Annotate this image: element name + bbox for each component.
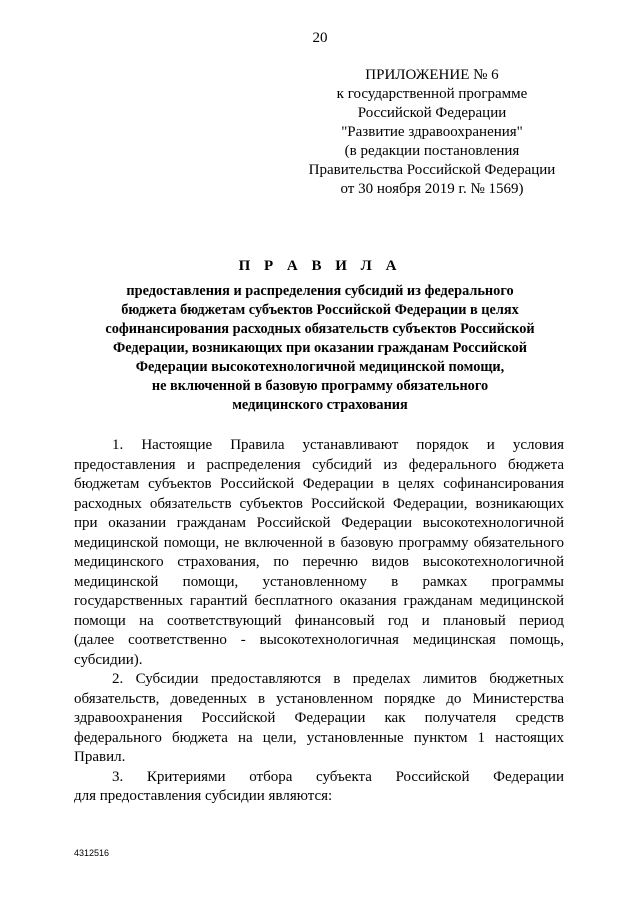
text-line: расходных обязательств субъектов Российской Федерации, возникающих (74, 495, 564, 512)
text-line: 2. Субсидии предоставляются в пределах лимитов бюджетных (112, 671, 564, 687)
text-line: обязательств, доведенных в установленном порядке до Министерства (74, 690, 564, 707)
text-line: 1. Настоящие Правила устанавливают порядок и условия (112, 437, 564, 453)
subtitle-line: не включенной в базовую программу обязательного (151, 378, 489, 394)
text-line: медицинского страхования, по перечню видов высокотехнологичной (74, 554, 564, 570)
text-line: бюджетам субъектов Российской Федерации в целях софинансирования (74, 476, 564, 492)
appendix-line: Российской Федерации (357, 105, 507, 121)
subtitle-line: софинансирования расходных обязательств субъектов Российской (105, 321, 535, 337)
document-title: П Р А В И Л А (238, 258, 402, 274)
text-line: при оказании гражданам Российской Федерации высокотехнологичной (74, 515, 564, 531)
subtitle-line: Федерации, возникающих при оказании гражданам Российской (112, 340, 528, 356)
text-line: предоставления и распределения субсидий из федерального бюджета (74, 456, 564, 473)
subtitle-line: Федерации высокотехнологичной медицинской помощи, (135, 359, 505, 375)
paragraph-1 (74, 436, 564, 670)
text-line: помощи на соответствующий финансовый год и плановый период (74, 612, 564, 629)
document-subtitle (90, 282, 550, 415)
appendix-line: к государственной программе (336, 86, 528, 102)
subtitle-line: медицинского страхования (232, 397, 408, 413)
appendix-header (282, 66, 582, 199)
paragraph-3 (74, 768, 564, 807)
text-line: для предоставления субсидии являются: (74, 788, 333, 804)
text-line: медицинской помощи, установленному в рамках программы (74, 573, 564, 590)
subtitle-line: бюджета бюджетам субъектов Российской Федерации в целях (121, 302, 519, 318)
page-number: 20 (312, 30, 328, 46)
text-line: субсидии). (74, 651, 143, 668)
text-line: государственных гарантий бесплатного оказания гражданам медицинской (74, 593, 564, 609)
text-line: федерального бюджета на цели, установленные пунктом 1 настоящих (74, 729, 564, 746)
subtitle-line: предоставления и распределения субсидий из федерального (126, 283, 514, 299)
appendix-line: Правительства Российской Федерации (308, 162, 556, 178)
appendix-line: "Развитие здравоохранения" (341, 124, 523, 140)
appendix-line: от 30 ноября 2019 г. № 1569) (340, 181, 524, 197)
text-line: медицинской помощи, не включенной в базовую программу обязательного (74, 534, 564, 551)
document-body (74, 436, 564, 807)
text-line: здравоохранения Российской Федерации как получателя средств (74, 710, 564, 726)
appendix-line: ПРИЛОЖЕНИЕ № 6 (365, 67, 499, 83)
text-line: 3. Критериями отбора субъекта Российской Федерации (112, 768, 564, 785)
document-code: 4312516 (74, 848, 110, 858)
text-line: Правил. (74, 749, 126, 765)
paragraph-2 (74, 670, 564, 768)
text-line: (далее соответственно - высокотехнологичная медицинская помощь, (74, 632, 564, 648)
appendix-line: (в редакции постановления (344, 143, 520, 159)
